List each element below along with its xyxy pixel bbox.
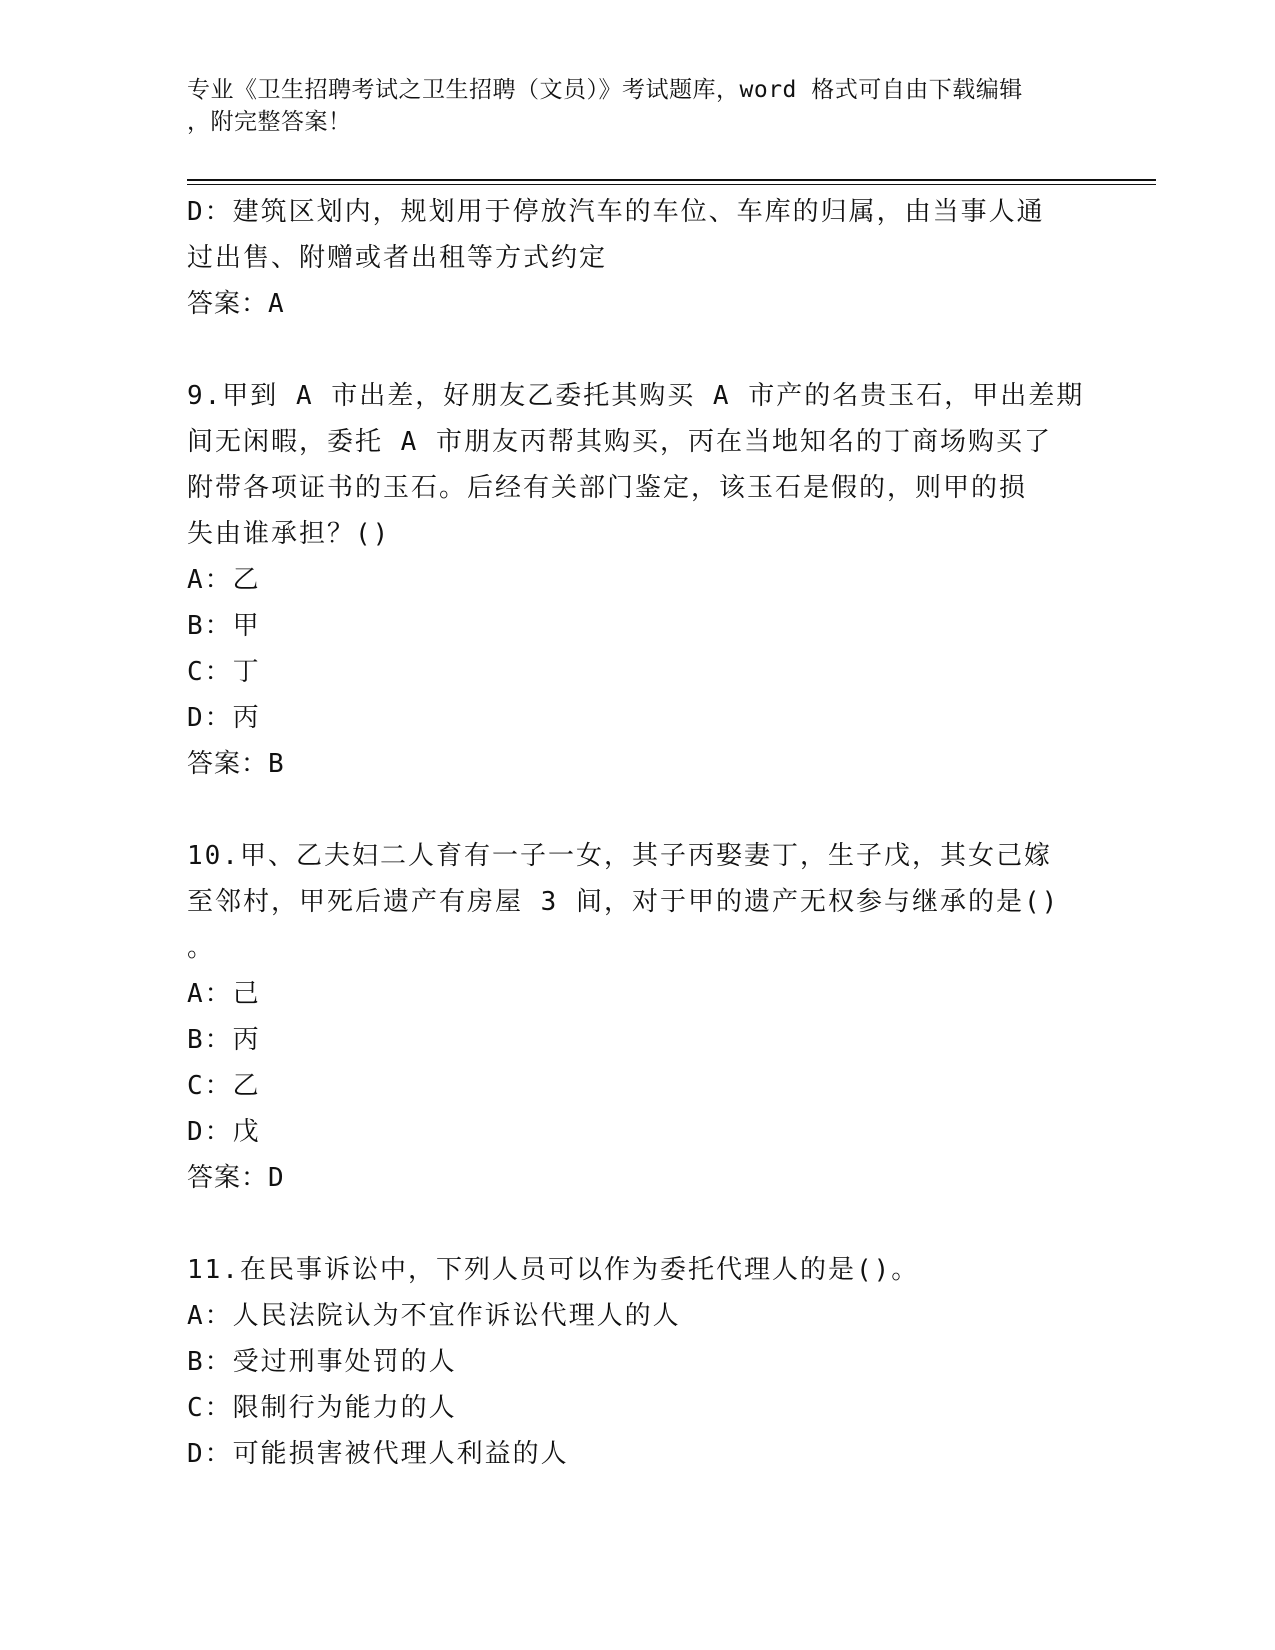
option-b: B：受过刑事处罚的人 — [187, 1347, 457, 1377]
option-c: C：丁 — [187, 657, 261, 687]
question-stem-line: 附带各项证书的玉石。后经有关部门鉴定，该玉石是假的，则甲的损 — [187, 473, 1028, 503]
option-d-line-2: 过出售、附赠或者出租等方式约定 — [187, 243, 608, 273]
answer-value: A — [268, 289, 285, 319]
document-header — [187, 74, 1087, 138]
option-d: D：可能损害被代理人利益的人 — [187, 1439, 569, 1469]
answer-value: B — [268, 749, 285, 779]
question-11 — [187, 1247, 1087, 1477]
question-stem-line: 。 — [187, 933, 216, 963]
question-stem-line: 9.甲到 A 市出差，好朋友乙委托其购买 A 市产的名贵玉石，甲出差期 — [187, 381, 1085, 411]
document-body — [187, 189, 1087, 1477]
question-8-tail — [187, 189, 1087, 327]
question-9 — [187, 373, 1087, 787]
question-stem-line: 失由谁承担？() — [187, 519, 391, 549]
spacer — [187, 1201, 1087, 1247]
answer-line — [187, 1155, 1087, 1201]
answer-label: 答案： — [187, 1163, 269, 1193]
question-stem-line: 10.甲、乙夫妇二人育有一子一女，其子丙娶妻丁，生子戊，其女己嫁 — [187, 841, 1052, 871]
answer-line — [187, 741, 1087, 787]
option-c: C：乙 — [187, 1071, 261, 1101]
header-divider-thin — [187, 184, 1156, 185]
question-10 — [187, 833, 1087, 1201]
option-d-line-1: D：建筑区划内，规划用于停放汽车的车位、车库的归属，由当事人通 — [187, 197, 1045, 227]
answer-value: D — [268, 1163, 285, 1193]
answer-label: 答案： — [187, 289, 269, 319]
option-b: B：丙 — [187, 1025, 261, 1055]
option-a: A：己 — [187, 979, 261, 1009]
option-a: A：人民法院认为不宜作诉讼代理人的人 — [187, 1301, 681, 1331]
question-stem-line: 间无闲暇，委托 A 市朋友丙帮其购买，丙在当地知名的丁商场购买了 — [187, 427, 1052, 457]
option-c: C：限制行为能力的人 — [187, 1393, 457, 1423]
option-d: D：丙 — [187, 703, 261, 733]
question-stem-line: 至邻村，甲死后遗产有房屋 3 间，对于甲的遗产无权参与继承的是() — [187, 887, 1060, 917]
question-stem-line: 11.在民事诉讼中，下列人员可以作为委托代理人的是()。 — [187, 1255, 920, 1285]
option-a: A：乙 — [187, 565, 261, 595]
option-d: D：戊 — [187, 1117, 261, 1147]
spacer — [187, 787, 1087, 833]
header-divider-thick — [187, 179, 1156, 181]
answer-line — [187, 281, 1087, 327]
header-line-1: 专业《卫生招聘考试之卫生招聘（文员）》考试题库，word 格式可自由下载编辑 — [187, 77, 1023, 103]
header-line-2: ，附完整答案！ — [187, 109, 352, 135]
answer-label: 答案： — [187, 749, 269, 779]
option-b: B：甲 — [187, 611, 261, 641]
spacer — [187, 327, 1087, 373]
